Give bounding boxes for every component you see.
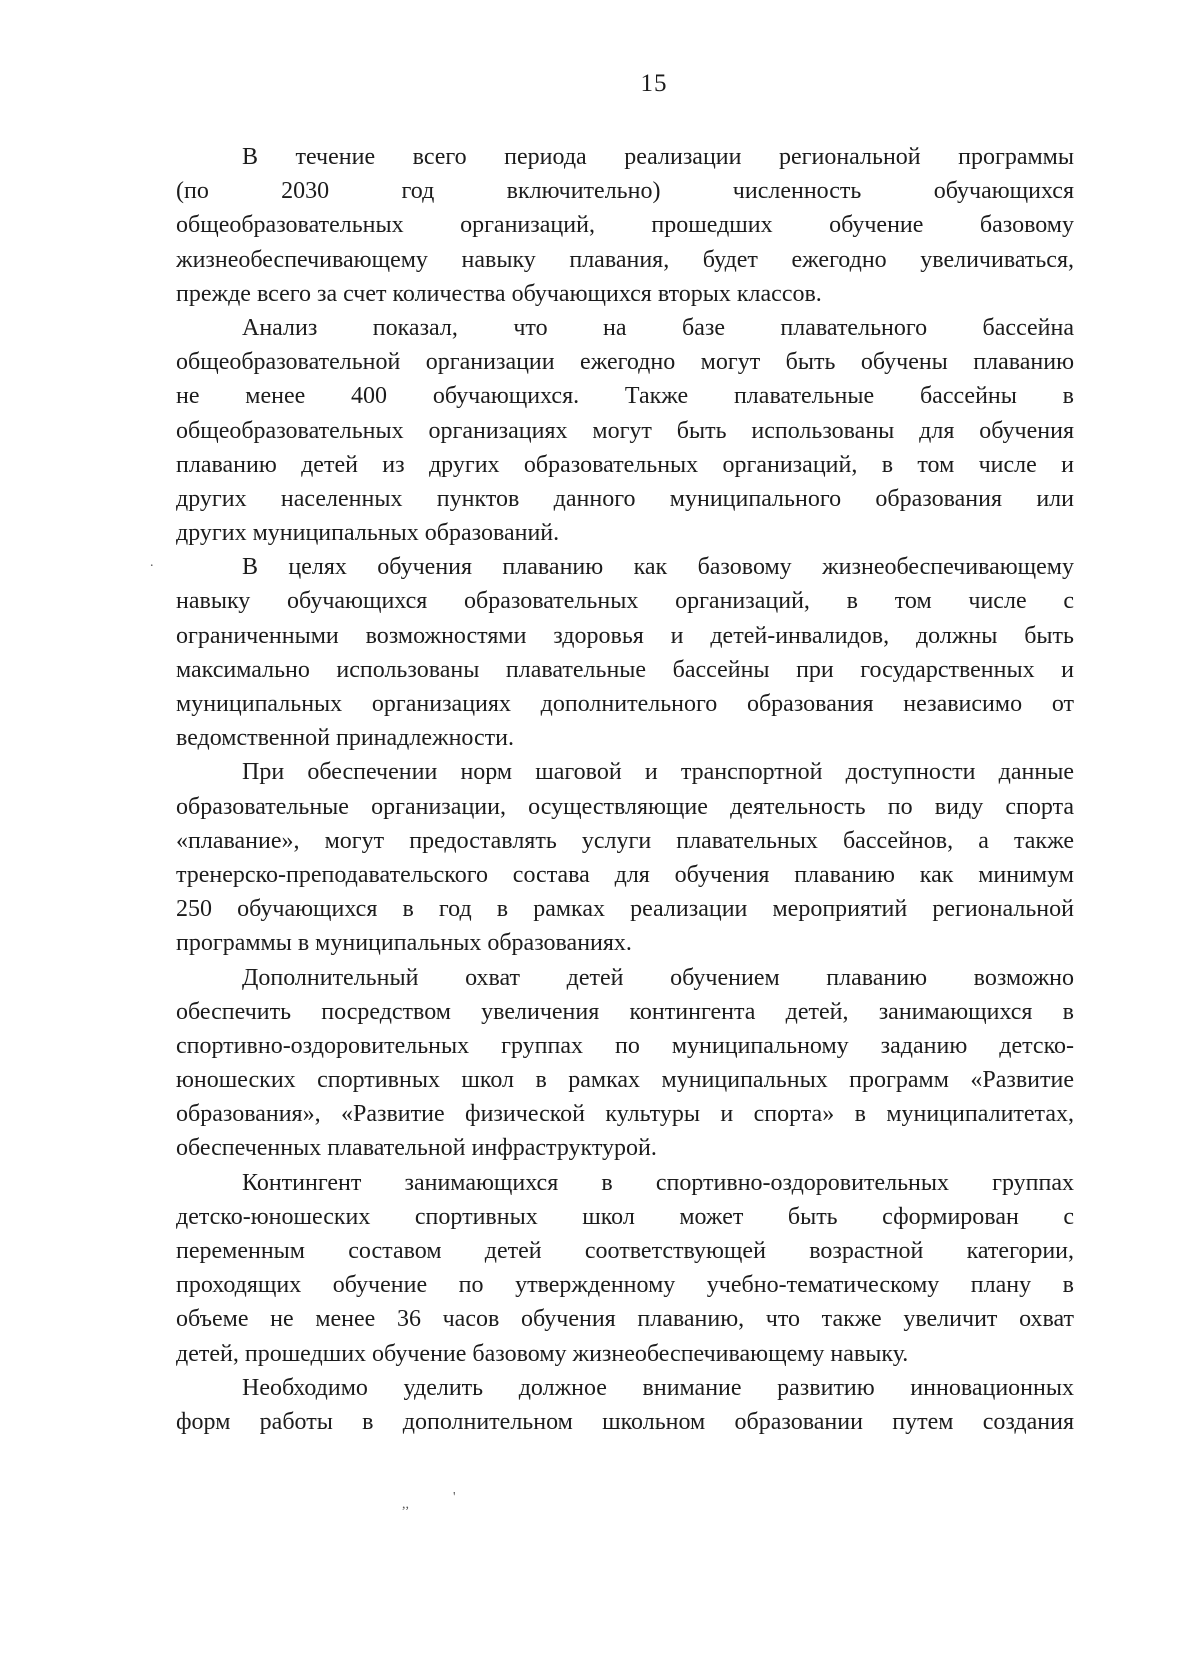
text-line: юношеских спортивных школ в рамках муниципальных программ «Развитие <box>176 1067 1074 1094</box>
text-line: Необходимо уделить должное внимание развитию инновационных <box>242 1374 1074 1401</box>
text-line: не менее 400 обучающихся. Также плавательные бассейны в <box>176 383 1074 410</box>
text-line: В целях обучения плаванию как базовому жизнеобеспечивающему <box>242 554 1074 581</box>
paragraph-4 <box>176 755 1074 960</box>
text-line: образовательные организации, осуществляющие деятельность по виду спорта <box>176 793 1074 820</box>
text-line: общеобразовательных организаций, прошедших обучение базовому <box>176 212 1074 239</box>
paragraph-7 <box>176 1371 1074 1439</box>
text-line: проходящих обучение по утвержденному учебно-тематическому плану в <box>176 1272 1074 1299</box>
text-line: муниципальных организациях дополнительного образования независимо от <box>176 691 1074 717</box>
paragraph-5 <box>176 961 1074 1166</box>
paragraph-1 <box>176 140 1074 311</box>
text-line: Дополнительный охват детей обучением плаванию возможно <box>242 964 1074 991</box>
text-line: максимально использованы плавательные бассейны при государственных и <box>176 656 1074 683</box>
text-line: Анализ показал, что на базе плавательного бассейна <box>242 314 1074 341</box>
text-line: образования», «Развитие физической культуры и спорта» в муниципалитетах, <box>176 1101 1074 1128</box>
text-line: объеме не менее 36 часов обучения плаванию, что также увеличит охват <box>176 1306 1074 1333</box>
scan-speck: ' <box>453 1490 456 1505</box>
text-line: навыку обучающихся образовательных организаций, в том числе с <box>176 588 1074 615</box>
paragraph-3 <box>176 550 1074 755</box>
text-line: Контингент занимающихся в спортивно-оздоровительных группах <box>242 1169 1074 1196</box>
paragraph-2 <box>176 311 1074 550</box>
text-line: обеспеченных плавательной инфраструктурой. <box>176 1135 657 1162</box>
text-line: 250 обучающихся в год в рамках реализации мероприятий региональной <box>176 896 1074 923</box>
text-line: (по 2030 год включительно) численность обучающихся <box>176 178 1074 205</box>
document-body <box>176 140 1074 1439</box>
text-line: ведомственной принадлежности. <box>176 725 515 752</box>
text-line: других населенных пунктов данного муниципального образования или <box>176 485 1074 512</box>
text-line: программы в муниципальных образованиях. <box>176 930 632 957</box>
text-line: обеспечить посредством увеличения контингента детей, занимающихся в <box>176 998 1074 1025</box>
text-line: В течение всего периода реализации региональной программы <box>242 144 1074 170</box>
paragraph-6 <box>176 1166 1074 1371</box>
text-line: жизнеобеспечивающему навыку плавания, будет ежегодно увеличиваться, <box>176 246 1074 273</box>
scan-speck: ,, <box>402 1497 409 1512</box>
text-line: тренерско-преподавательского состава для обучения плаванию как минимум <box>176 861 1074 888</box>
text-line: спортивно-оздоровительных группах по муниципальному заданию детско- <box>176 1032 1074 1059</box>
text-line: детей, прошедших обучение базовому жизнеобеспечивающему навыку. <box>176 1340 909 1367</box>
text-line: «плавание», могут предоставлять услуги плавательных бассейнов, а также <box>176 827 1074 854</box>
text-line: переменным составом детей соответствующей возрастной категории, <box>176 1238 1074 1264</box>
text-line: общеобразовательной организации ежегодно могут быть обучены плаванию <box>176 349 1074 376</box>
text-line: плаванию детей из других образовательных организаций, в том числе и <box>176 451 1074 478</box>
text-line: форм работы в дополнительном школьном образовании путем создания <box>176 1408 1074 1435</box>
page-number: 15 <box>640 70 668 97</box>
text-line: общеобразовательных организациях могут быть использованы для обучения <box>176 417 1074 444</box>
text-line: детско-юношеских спортивных школ может быть сформирован с <box>176 1203 1074 1230</box>
scan-speck: . <box>150 555 154 570</box>
text-line: прежде всего за счет количества обучающихся вторых классов. <box>176 280 822 307</box>
text-line: ограниченными возможностями здоровья и детей-инвалидов, должны быть <box>176 622 1074 649</box>
text-line: других муниципальных образований. <box>176 520 560 547</box>
text-line: При обеспечении норм шаговой и транспортной доступности данные <box>242 759 1074 786</box>
